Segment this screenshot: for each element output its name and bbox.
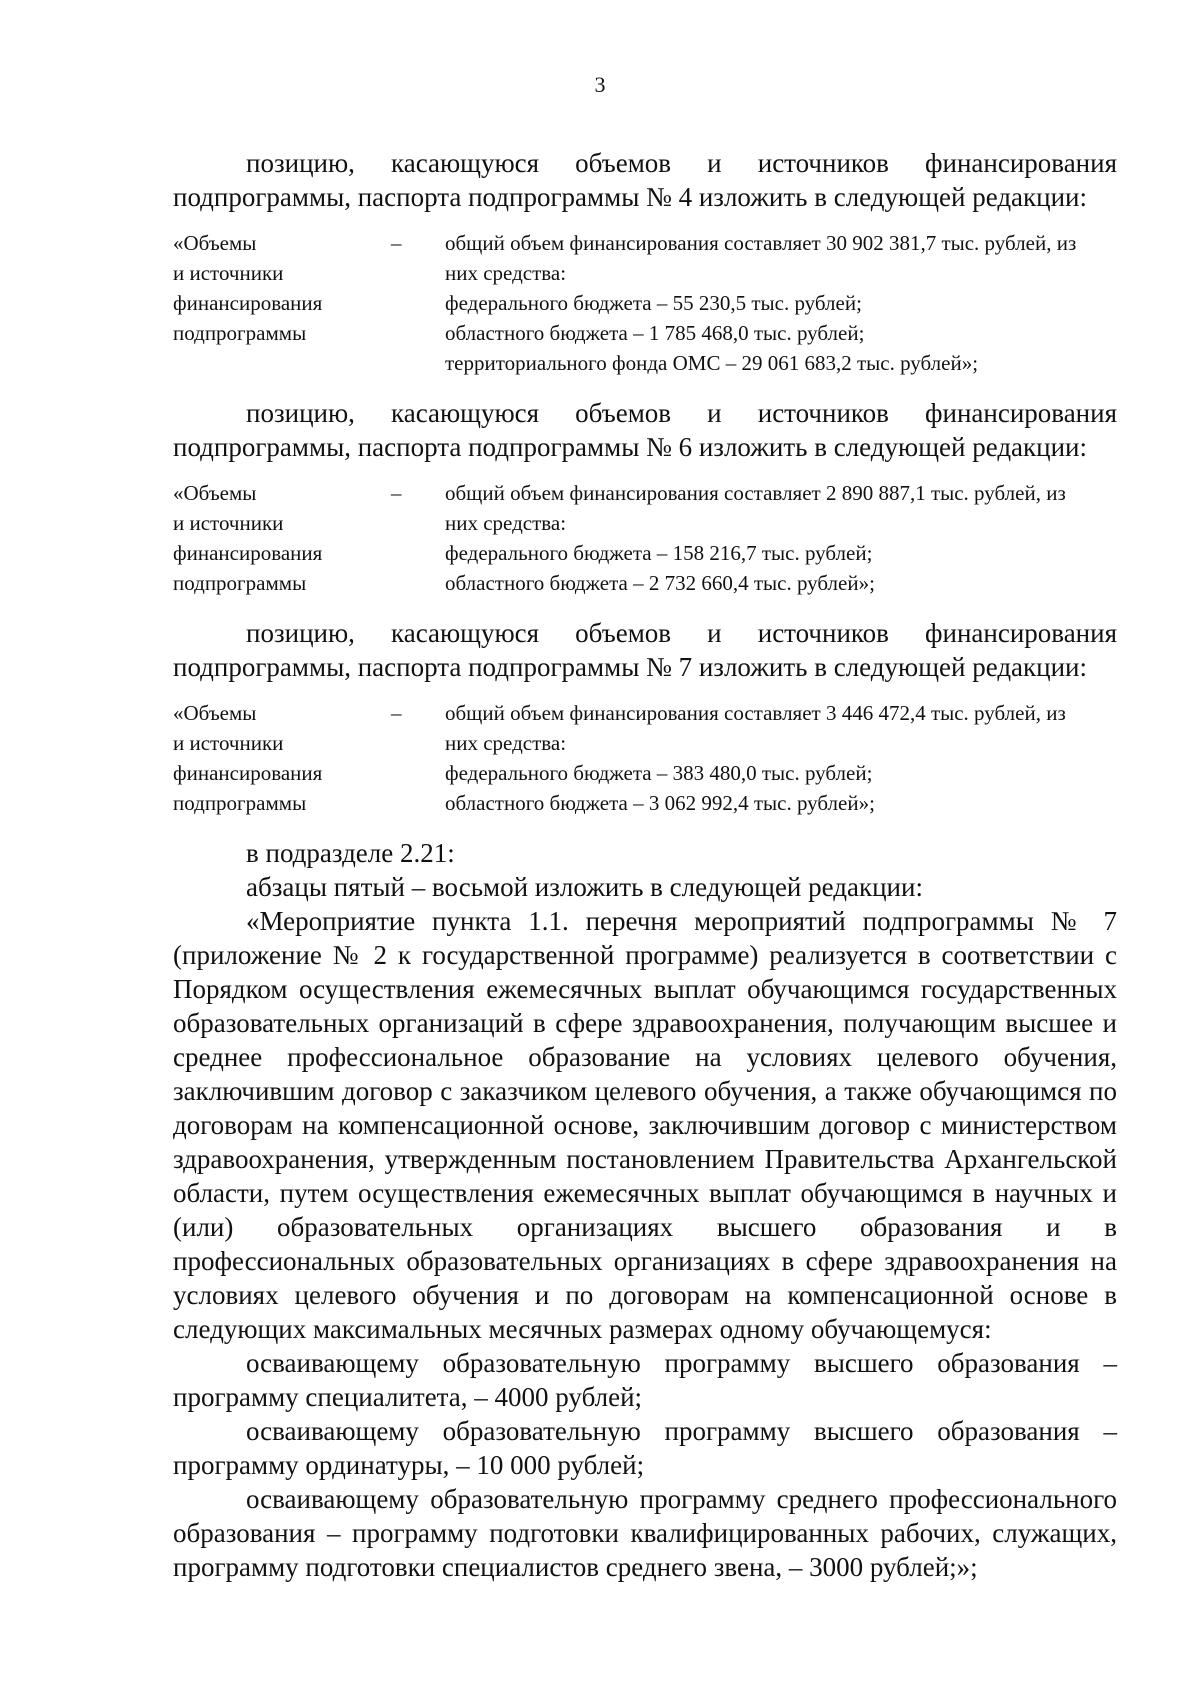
label-line: финансирования xyxy=(173,761,323,785)
label-line: «Объемы xyxy=(173,481,257,505)
label-line: подпрограммы xyxy=(173,321,307,345)
passport-dash: – xyxy=(391,481,402,505)
section-intro: позицию, касающуюся объемов и источников финансирования подпрограммы, паспорта подпрограммы № 6 изложить в следующей редакции: xyxy=(173,398,1117,462)
value-line: областного бюджета – 2 732 660,4 тыс. рублей»; xyxy=(445,571,875,595)
body-paragraph: абзацы пятый – восьмой изложить в следующей редакции: xyxy=(246,872,923,902)
value-line: федерального бюджета – 55 230,5 тыс. рублей; xyxy=(445,291,862,315)
value-line: общий объем финансирования составляет 2 890 887,1 тыс. рублей, из них средства: xyxy=(445,481,1066,535)
value-line: федерального бюджета – 158 216,7 тыс. рублей; xyxy=(445,541,873,565)
passport-label xyxy=(173,478,391,598)
label-line: подпрограммы xyxy=(173,791,307,815)
body-paragraph: осваивающему образовательную программу высшего образования – программу специалитета, – 4000 рублей; xyxy=(173,1348,1117,1412)
page-number: 3 xyxy=(594,72,606,97)
section-intro: позицию, касающуюся объемов и источников финансирования подпрограммы, паспорта подпрограммы № 4 изложить в следующей редакции: xyxy=(173,148,1117,212)
label-line: «Объемы xyxy=(173,231,257,255)
label-line: подпрограммы xyxy=(173,571,307,595)
passport-label xyxy=(173,228,391,378)
body-paragraph: «Мероприятие пункта 1.1. перечня мероприятий подпрограммы № 7 (приложение № 2 к государственной программе) реализуется в соответствии с Порядком осуществления ежемесячных выплат обучающимся государственных образовательных организаций в сфере здравоохранения, получающим высшее и среднее профессиональное образование на условиях целевого обучения, заключившим договор с заказчиком целевого обучения, а также обучающимся по договорам на компенсационной основе, заключившим договор с министерством здравоохранения, утвержденным постановлением Правительства Архангельской области, путем осуществления ежемесячных выплат обучающимся в научных и (или) образовательных организациях высшего образования и в профессиональных образовательных организациях в сфере здравоохранения на условиях целевого обучения и по договорам на компенсационной основе в следующих максимальных месячных размерах одному обучающемуся: xyxy=(173,906,1117,1344)
label-line: «Объемы xyxy=(173,701,257,725)
label-line: и источники xyxy=(173,511,284,535)
body-paragraph: осваивающему образовательную программу среднего профессионального образования – программу подготовки квалифицированных рабочих, служащих, программу подготовки специалистов среднего звена, – 3000 рублей;»; xyxy=(173,1484,1117,1582)
passport-value xyxy=(445,228,1117,378)
value-line: территориального фонда ОМС – 29 061 683,2 тыс. рублей»; xyxy=(445,351,979,375)
value-line: областного бюджета – 3 062 992,4 тыс. рублей»; xyxy=(445,791,875,815)
passport-label xyxy=(173,698,391,818)
body-paragraph: осваивающему образовательную программу высшего образования – программу ординатуры, – 10 000 рублей; xyxy=(173,1416,1117,1480)
label-line: финансирования xyxy=(173,541,323,565)
passport-dash: – xyxy=(391,701,402,725)
body-paragraph: в подразделе 2.21: xyxy=(246,838,455,868)
label-line: финансирования xyxy=(173,291,323,315)
value-line: областного бюджета – 1 785 468,0 тыс. рублей; xyxy=(445,321,865,345)
value-line: общий объем финансирования составляет 3 446 472,4 тыс. рублей, из них средства: xyxy=(445,701,1066,755)
passport-dash: – xyxy=(391,231,402,255)
value-line: общий объем финансирования составляет 30 902 381,7 тыс. рублей, из них средства: xyxy=(445,231,1077,285)
passport-value xyxy=(445,698,1117,818)
document-body xyxy=(173,146,1117,1584)
section-intro: позицию, касающуюся объемов и источников финансирования подпрограммы, паспорта подпрограммы № 7 изложить в следующей редакции: xyxy=(173,618,1117,682)
value-line: федерального бюджета – 383 480,0 тыс. рублей; xyxy=(445,761,873,785)
passport-row xyxy=(173,228,1117,378)
label-line: и источники xyxy=(173,261,284,285)
label-line: и источники xyxy=(173,731,284,755)
passport-row xyxy=(173,478,1117,598)
passport-value xyxy=(445,478,1117,598)
passport-row xyxy=(173,698,1117,818)
